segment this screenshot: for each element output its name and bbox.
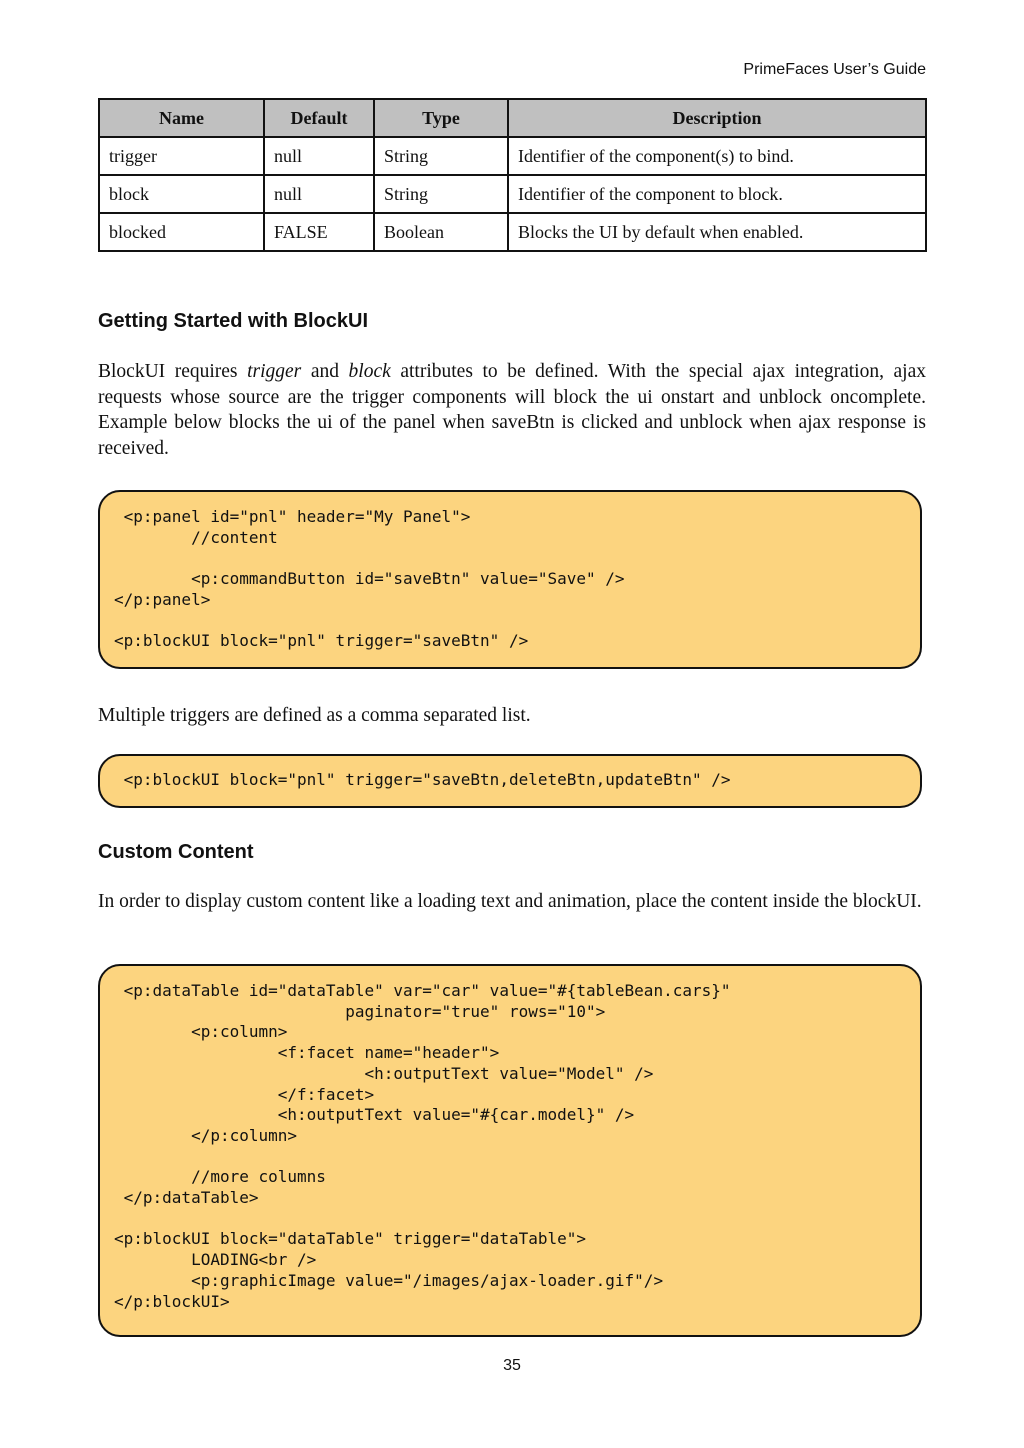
cell-type: String	[374, 175, 508, 213]
page-number: 35	[503, 1357, 521, 1374]
body-paragraph	[98, 359, 926, 461]
table-header-row	[99, 99, 926, 137]
code-listing: <p:dataTable id="dataTable" var="car" value="#{tableBean.cars}" paginator="true" rows="10"> <p:column> <f:facet name="header"> <h:outputText value="Model" /> </f:facet> <h:outputText value="#{car.model}" /> </p:column> //more columns </p:dataTable> <p:blockUI block="dataTable" trigger="dataTable"> LOADING<br /> <p:graphicImage value="/images/ajax-loader.gif"/> </p:blockUI>	[114, 981, 731, 1311]
cell-name: blocked	[99, 213, 264, 251]
code-block	[98, 964, 922, 1337]
emphasis-block: block	[348, 361, 391, 382]
emphasis-trigger: trigger	[247, 361, 302, 382]
section-heading-custom-content: Custom Content	[98, 841, 254, 863]
cell-name: block	[99, 175, 264, 213]
running-header: PrimeFaces User’s Guide	[743, 61, 926, 78]
cell-default: null	[264, 175, 374, 213]
column-header-name: Name	[99, 99, 264, 137]
section-heading-getting-started: Getting Started with BlockUI	[98, 310, 369, 332]
body-paragraph: In order to display custom content like a loading text and animation, place the content inside the blockUI.	[98, 891, 922, 912]
column-header-default: Default	[264, 99, 374, 137]
cell-type: Boolean	[374, 213, 508, 251]
column-header-description: Description	[508, 99, 926, 137]
table-row	[99, 175, 926, 213]
cell-description: Identifier of the component(s) to bind.	[508, 137, 926, 175]
text-run: BlockUI requires	[98, 361, 248, 382]
body-paragraph: Multiple triggers are defined as a comma separated list.	[98, 705, 531, 726]
cell-default: FALSE	[264, 213, 374, 251]
code-listing: <p:blockUI block="pnl" trigger="saveBtn,deleteBtn,updateBtn" />	[114, 770, 731, 789]
code-block	[98, 754, 922, 808]
cell-description: Blocks the UI by default when enabled.	[508, 213, 926, 251]
text-run: attributes to be defined. With the special ajax integration, ajax requests whose source are the trigger components will block the ui onstart and unblock oncomplete. Example below blocks the ui of the panel when saveBtn is clicked and unblock when ajax response is received.	[98, 361, 927, 459]
cell-type: String	[374, 137, 508, 175]
table-row	[99, 137, 926, 175]
column-header-type: Type	[374, 99, 508, 137]
cell-name: trigger	[99, 137, 264, 175]
cell-description: Identifier of the component to block.	[508, 175, 926, 213]
table-row	[99, 213, 926, 251]
cell-default: null	[264, 137, 374, 175]
code-listing: <p:panel id="pnl" header="My Panel"> //content <p:commandButton id="saveBtn" value="Save" /> </p:panel> <p:blockUI block="pnl" trigger="saveBtn" />	[114, 507, 625, 651]
attributes-table	[98, 98, 927, 252]
code-block	[98, 490, 922, 669]
text-run: and	[301, 361, 349, 382]
